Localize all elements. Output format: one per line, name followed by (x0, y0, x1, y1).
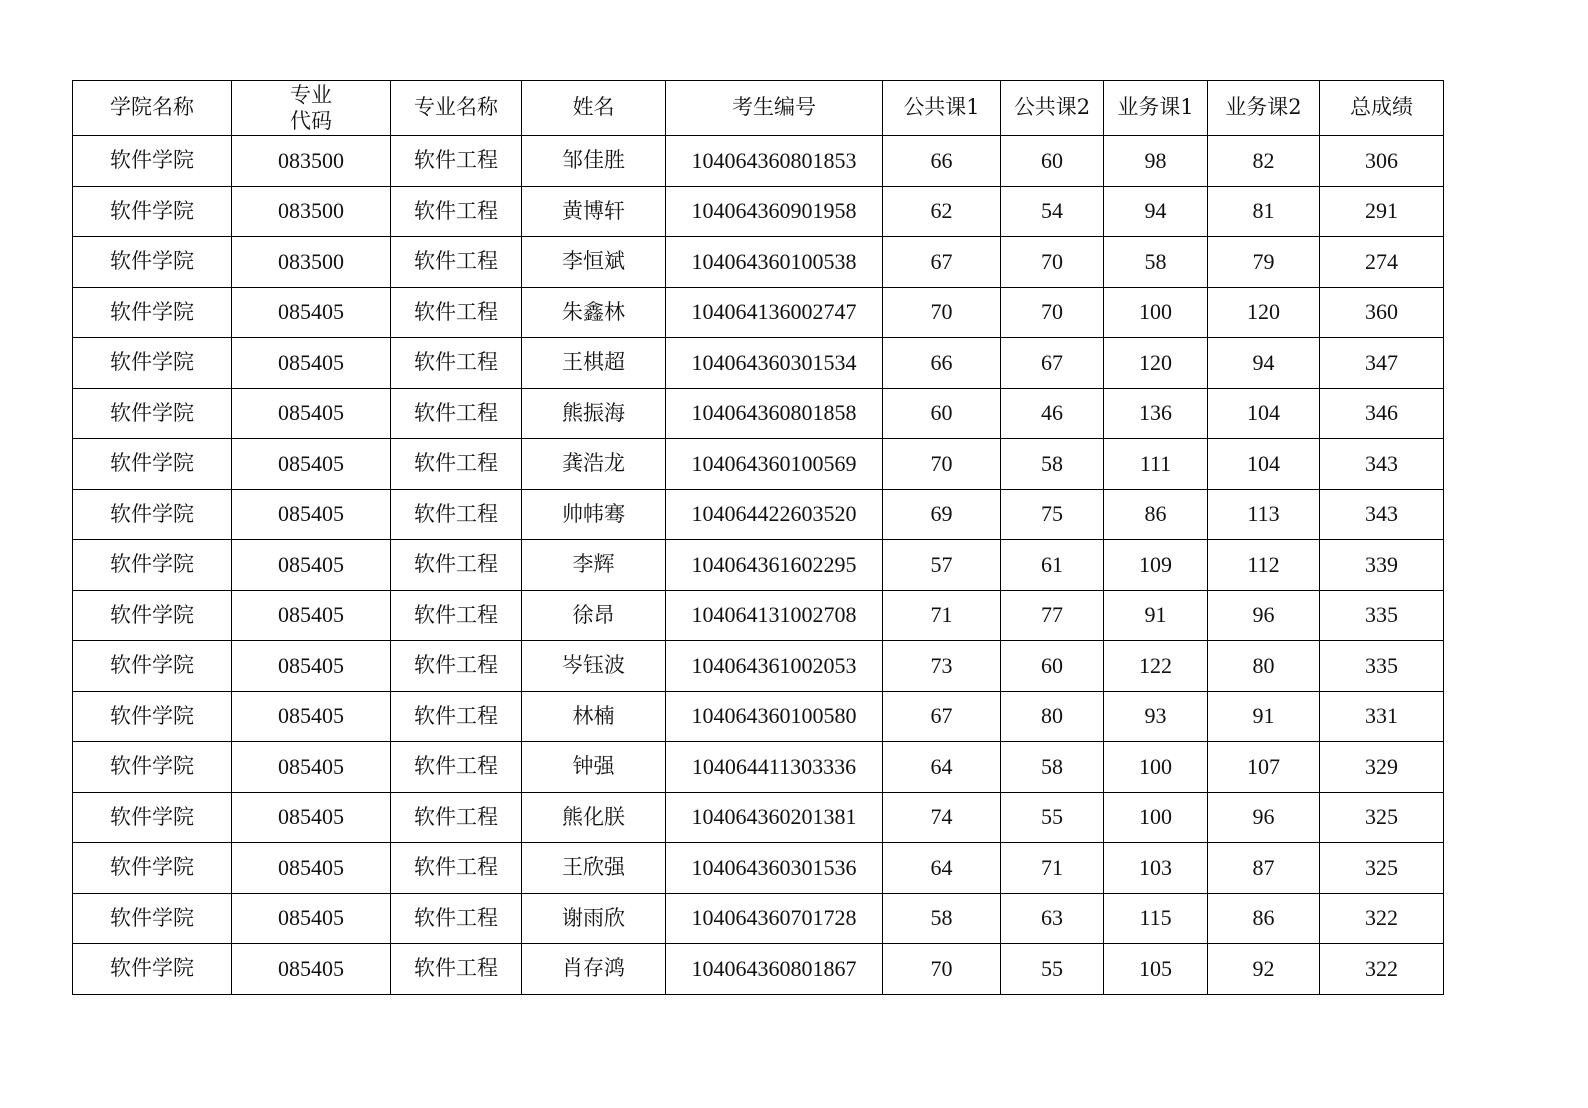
cell-major-code: 085405 (232, 893, 391, 944)
cell-public-course-2: 70 (1001, 237, 1104, 288)
cell-business-course-2: 86 (1208, 893, 1320, 944)
cell-major-code: 085405 (232, 388, 391, 439)
table-row (73, 893, 1444, 944)
cell-name: 王棋超 (522, 338, 666, 389)
cell-major-name: 软件工程 (391, 136, 522, 187)
cell-name: 岑钰波 (522, 641, 666, 692)
cell-business-course-1: 109 (1104, 540, 1208, 591)
cell-total-score: 329 (1320, 742, 1444, 793)
cell-public-course-1: 62 (883, 186, 1001, 237)
cell-college: 软件学院 (73, 186, 232, 237)
table-row (73, 742, 1444, 793)
cell-major-code: 085405 (232, 590, 391, 641)
cell-business-course-2: 112 (1208, 540, 1320, 591)
cell-major-code: 085405 (232, 843, 391, 894)
cell-business-course-2: 92 (1208, 944, 1320, 995)
cell-exam-id: 104064131002708 (666, 590, 883, 641)
cell-public-course-1: 74 (883, 792, 1001, 843)
cell-public-course-1: 70 (883, 287, 1001, 338)
header-exam-id: 考生编号 (666, 81, 883, 136)
cell-name: 龚浩龙 (522, 439, 666, 490)
cell-business-course-2: 104 (1208, 388, 1320, 439)
cell-business-course-1: 115 (1104, 893, 1208, 944)
cell-major-name: 软件工程 (391, 944, 522, 995)
table-row (73, 944, 1444, 995)
score-table-container (72, 80, 1444, 995)
cell-name: 邹佳胜 (522, 136, 666, 187)
cell-public-course-2: 70 (1001, 287, 1104, 338)
cell-business-course-1: 111 (1104, 439, 1208, 490)
cell-total-score: 343 (1320, 489, 1444, 540)
cell-business-course-2: 120 (1208, 287, 1320, 338)
cell-exam-id: 104064360801853 (666, 136, 883, 187)
cell-college: 软件学院 (73, 691, 232, 742)
cell-exam-id: 104064360801858 (666, 388, 883, 439)
table-row (73, 186, 1444, 237)
cell-business-course-2: 82 (1208, 136, 1320, 187)
cell-business-course-2: 91 (1208, 691, 1320, 742)
cell-name: 熊化朕 (522, 792, 666, 843)
cell-total-score: 331 (1320, 691, 1444, 742)
header-name: 姓名 (522, 81, 666, 136)
cell-major-name: 软件工程 (391, 338, 522, 389)
table-header (73, 81, 1444, 136)
cell-exam-id: 104064360100580 (666, 691, 883, 742)
cell-major-name: 软件工程 (391, 843, 522, 894)
cell-public-course-1: 57 (883, 540, 1001, 591)
header-row (73, 81, 1444, 136)
cell-public-course-2: 55 (1001, 944, 1104, 995)
cell-business-course-2: 113 (1208, 489, 1320, 540)
cell-total-score: 360 (1320, 287, 1444, 338)
cell-business-course-2: 96 (1208, 792, 1320, 843)
cell-college: 软件学院 (73, 439, 232, 490)
cell-name: 朱鑫林 (522, 287, 666, 338)
header-major-name: 专业名称 (391, 81, 522, 136)
cell-name: 李辉 (522, 540, 666, 591)
cell-college: 软件学院 (73, 843, 232, 894)
cell-name: 钟强 (522, 742, 666, 793)
cell-name: 王欣强 (522, 843, 666, 894)
cell-major-name: 软件工程 (391, 489, 522, 540)
cell-major-code: 085405 (232, 439, 391, 490)
cell-total-score: 322 (1320, 893, 1444, 944)
cell-business-course-1: 100 (1104, 742, 1208, 793)
cell-public-course-2: 63 (1001, 893, 1104, 944)
cell-major-code: 085405 (232, 489, 391, 540)
cell-major-name: 软件工程 (391, 590, 522, 641)
table-row (73, 843, 1444, 894)
cell-public-course-1: 73 (883, 641, 1001, 692)
cell-college: 软件学院 (73, 136, 232, 187)
cell-public-course-2: 55 (1001, 792, 1104, 843)
cell-exam-id: 104064361002053 (666, 641, 883, 692)
cell-major-code: 085405 (232, 691, 391, 742)
header-major-code-line2: 代码 (290, 109, 332, 133)
cell-public-course-2: 71 (1001, 843, 1104, 894)
cell-public-course-1: 64 (883, 843, 1001, 894)
cell-business-course-1: 136 (1104, 388, 1208, 439)
cell-business-course-2: 96 (1208, 590, 1320, 641)
cell-major-name: 软件工程 (391, 186, 522, 237)
cell-major-code: 085405 (232, 641, 391, 692)
cell-exam-id: 104064360801867 (666, 944, 883, 995)
table-row (73, 489, 1444, 540)
header-business-course-1: 业务课1 (1104, 81, 1208, 136)
cell-major-name: 软件工程 (391, 691, 522, 742)
cell-business-course-2: 79 (1208, 237, 1320, 288)
cell-college: 软件学院 (73, 742, 232, 793)
cell-public-course-2: 58 (1001, 742, 1104, 793)
table-body (73, 136, 1444, 995)
cell-total-score: 291 (1320, 186, 1444, 237)
cell-major-name: 软件工程 (391, 388, 522, 439)
table-row (73, 237, 1444, 288)
header-business-course-2: 业务课2 (1208, 81, 1320, 136)
cell-total-score: 274 (1320, 237, 1444, 288)
cell-business-course-2: 107 (1208, 742, 1320, 793)
cell-major-name: 软件工程 (391, 237, 522, 288)
cell-public-course-1: 64 (883, 742, 1001, 793)
cell-business-course-2: 87 (1208, 843, 1320, 894)
cell-public-course-1: 70 (883, 944, 1001, 995)
table-row (73, 792, 1444, 843)
cell-business-course-1: 58 (1104, 237, 1208, 288)
cell-public-course-2: 80 (1001, 691, 1104, 742)
cell-major-name: 软件工程 (391, 792, 522, 843)
cell-public-course-1: 60 (883, 388, 1001, 439)
cell-total-score: 306 (1320, 136, 1444, 187)
cell-college: 软件学院 (73, 590, 232, 641)
table-row (73, 287, 1444, 338)
cell-total-score: 343 (1320, 439, 1444, 490)
cell-major-name: 软件工程 (391, 893, 522, 944)
table-row (73, 590, 1444, 641)
cell-public-course-1: 66 (883, 136, 1001, 187)
cell-business-course-1: 94 (1104, 186, 1208, 237)
cell-exam-id: 104064411303336 (666, 742, 883, 793)
cell-name: 徐昂 (522, 590, 666, 641)
cell-business-course-1: 100 (1104, 287, 1208, 338)
cell-public-course-2: 75 (1001, 489, 1104, 540)
table-row (73, 641, 1444, 692)
cell-public-course-1: 70 (883, 439, 1001, 490)
cell-total-score: 322 (1320, 944, 1444, 995)
cell-public-course-1: 71 (883, 590, 1001, 641)
cell-business-course-2: 80 (1208, 641, 1320, 692)
cell-exam-id: 104064360100569 (666, 439, 883, 490)
cell-exam-id: 104064360201381 (666, 792, 883, 843)
cell-public-course-1: 67 (883, 237, 1001, 288)
header-college: 学院名称 (73, 81, 232, 136)
cell-exam-id: 104064360100538 (666, 237, 883, 288)
cell-college: 软件学院 (73, 338, 232, 389)
cell-public-course-2: 67 (1001, 338, 1104, 389)
cell-total-score: 346 (1320, 388, 1444, 439)
cell-exam-id: 104064136002747 (666, 287, 883, 338)
cell-name: 帅帏骞 (522, 489, 666, 540)
cell-exam-id: 104064360301536 (666, 843, 883, 894)
cell-major-code: 085405 (232, 540, 391, 591)
cell-total-score: 335 (1320, 641, 1444, 692)
cell-business-course-1: 120 (1104, 338, 1208, 389)
cell-college: 软件学院 (73, 237, 232, 288)
cell-business-course-1: 105 (1104, 944, 1208, 995)
table-row (73, 439, 1444, 490)
cell-major-name: 软件工程 (391, 742, 522, 793)
cell-total-score: 325 (1320, 792, 1444, 843)
cell-college: 软件学院 (73, 540, 232, 591)
cell-public-course-2: 46 (1001, 388, 1104, 439)
cell-public-course-2: 54 (1001, 186, 1104, 237)
cell-name: 谢雨欣 (522, 893, 666, 944)
header-total-score: 总成绩 (1320, 81, 1444, 136)
cell-public-course-1: 66 (883, 338, 1001, 389)
cell-name: 林楠 (522, 691, 666, 742)
cell-major-code: 085405 (232, 742, 391, 793)
cell-business-course-1: 122 (1104, 641, 1208, 692)
cell-business-course-1: 86 (1104, 489, 1208, 540)
cell-public-course-2: 61 (1001, 540, 1104, 591)
cell-business-course-2: 94 (1208, 338, 1320, 389)
cell-public-course-1: 67 (883, 691, 1001, 742)
cell-total-score: 347 (1320, 338, 1444, 389)
cell-public-course-2: 58 (1001, 439, 1104, 490)
cell-college: 软件学院 (73, 944, 232, 995)
cell-exam-id: 104064360701728 (666, 893, 883, 944)
cell-public-course-1: 58 (883, 893, 1001, 944)
cell-public-course-2: 60 (1001, 641, 1104, 692)
cell-total-score: 325 (1320, 843, 1444, 894)
score-table (72, 80, 1444, 995)
cell-exam-id: 104064361602295 (666, 540, 883, 591)
cell-major-name: 软件工程 (391, 287, 522, 338)
table-row (73, 136, 1444, 187)
table-row (73, 388, 1444, 439)
cell-college: 软件学院 (73, 641, 232, 692)
cell-major-name: 软件工程 (391, 641, 522, 692)
cell-business-course-1: 93 (1104, 691, 1208, 742)
cell-business-course-1: 98 (1104, 136, 1208, 187)
header-major-code-line1: 专业 (290, 82, 332, 107)
table-row (73, 691, 1444, 742)
cell-business-course-1: 100 (1104, 792, 1208, 843)
cell-name: 李恒斌 (522, 237, 666, 288)
cell-major-code: 083500 (232, 237, 391, 288)
cell-name: 肖存鸿 (522, 944, 666, 995)
cell-major-code: 085405 (232, 287, 391, 338)
cell-name: 熊振海 (522, 388, 666, 439)
cell-total-score: 339 (1320, 540, 1444, 591)
cell-major-name: 软件工程 (391, 540, 522, 591)
cell-major-code: 083500 (232, 186, 391, 237)
cell-total-score: 335 (1320, 590, 1444, 641)
cell-business-course-2: 104 (1208, 439, 1320, 490)
cell-major-code: 085405 (232, 792, 391, 843)
cell-business-course-1: 91 (1104, 590, 1208, 641)
cell-major-name: 软件工程 (391, 439, 522, 490)
cell-exam-id: 104064360901958 (666, 186, 883, 237)
table-row (73, 540, 1444, 591)
cell-public-course-2: 60 (1001, 136, 1104, 187)
cell-college: 软件学院 (73, 893, 232, 944)
header-public-course-1: 公共课1 (883, 81, 1001, 136)
cell-college: 软件学院 (73, 792, 232, 843)
cell-business-course-2: 81 (1208, 186, 1320, 237)
cell-major-code: 085405 (232, 944, 391, 995)
cell-business-course-1: 103 (1104, 843, 1208, 894)
cell-major-code: 083500 (232, 136, 391, 187)
cell-exam-id: 104064422603520 (666, 489, 883, 540)
cell-public-course-2: 77 (1001, 590, 1104, 641)
header-public-course-2: 公共课2 (1001, 81, 1104, 136)
cell-major-code: 085405 (232, 338, 391, 389)
cell-exam-id: 104064360301534 (666, 338, 883, 389)
header-major-code (232, 81, 391, 136)
cell-college: 软件学院 (73, 287, 232, 338)
cell-college: 软件学院 (73, 388, 232, 439)
cell-public-course-1: 69 (883, 489, 1001, 540)
table-row (73, 338, 1444, 389)
cell-name: 黄博轩 (522, 186, 666, 237)
cell-college: 软件学院 (73, 489, 232, 540)
